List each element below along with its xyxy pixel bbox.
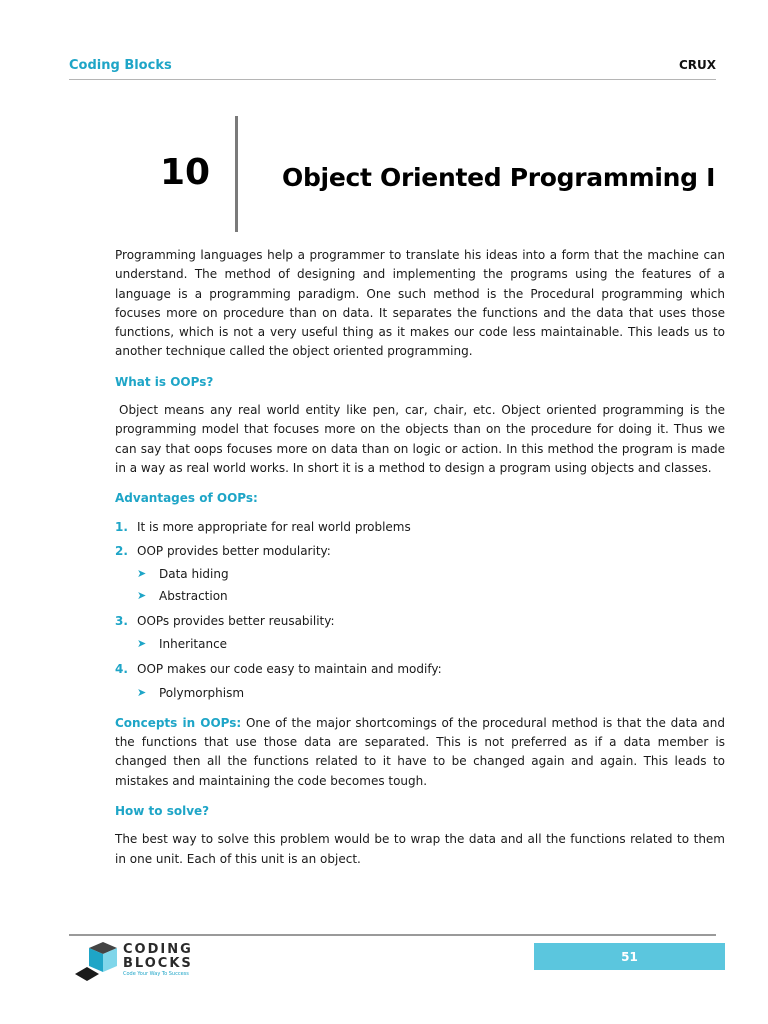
header-book-title: CRUX bbox=[678, 58, 716, 72]
list-number: 2. bbox=[115, 543, 128, 558]
list-item-text: It is more appropriate for real world problems bbox=[137, 519, 411, 534]
list-item bbox=[115, 612, 725, 655]
page-header bbox=[69, 58, 716, 78]
cube-logo-icon bbox=[69, 940, 123, 982]
sub-item-text: Data hiding bbox=[159, 567, 229, 582]
arrow-bullet-icon: ➤ bbox=[137, 567, 147, 581]
list-item-text: OOP makes our code easy to maintain and modify: bbox=[137, 662, 442, 677]
logo-text-blocks: BLOCKS bbox=[123, 956, 193, 971]
list-item bbox=[115, 542, 725, 607]
sub-list-item bbox=[137, 633, 725, 655]
section-heading-how-to-solve: How to solve? bbox=[115, 803, 210, 818]
chapter-title: Object Oriented Programming I bbox=[282, 163, 716, 192]
logo-tagline: Code Your Way To Success bbox=[123, 971, 189, 977]
footer-divider bbox=[69, 934, 716, 936]
sub-item-text: Inheritance bbox=[159, 637, 228, 652]
page-number: 51 bbox=[534, 943, 725, 970]
chapter-divider bbox=[235, 116, 238, 232]
logo-text-coding: CODING bbox=[123, 942, 193, 957]
arrow-bullet-icon: ➤ bbox=[137, 589, 147, 603]
list-item-text: OOP provides better modularity: bbox=[137, 543, 331, 558]
arrow-bullet-icon: ➤ bbox=[137, 637, 147, 651]
list-number: 3. bbox=[115, 614, 128, 629]
sub-list-item bbox=[137, 585, 725, 607]
sub-item-text: Abstraction bbox=[159, 589, 228, 604]
concepts-text: One of the major shortcomings of the procedural method is that the data and the functions that use those data are separated. This is not preferred as if a data member is changed then all the functions related to it have to be changed again and again. This leads to mistakes and maintaining the code becomes tough. bbox=[115, 715, 725, 788]
how-to-solve-paragraph: The best way to solve this problem would be to wrap the data and all the functions related to them in one unit. Each of this unit is an object. bbox=[115, 832, 725, 866]
list-number: 1. bbox=[115, 519, 128, 534]
page-content bbox=[115, 246, 725, 880]
sub-list bbox=[137, 682, 725, 704]
concepts-paragraph bbox=[115, 714, 725, 791]
chapter-number: 10 bbox=[160, 152, 211, 193]
section-heading-advantages: Advantages of OOPs: bbox=[115, 491, 258, 506]
list-item bbox=[115, 660, 725, 703]
list-number: 4. bbox=[115, 662, 128, 677]
concepts-label: Concepts in OOPs: bbox=[115, 715, 242, 730]
arrow-bullet-icon: ➤ bbox=[137, 685, 147, 699]
what-is-oops-paragraph: Object means any real world entity like pen, car, chair, etc. Object oriented programming is the programming model that focuses more on the objects than on the procedure for doing it. Thus we can say that oops focuses more on data than on logic or action. In this method the program is made in a way as real world works. In short it is a method to design a program using objects and classes. bbox=[115, 403, 725, 475]
list-item-text: OOPs provides better reusability: bbox=[137, 614, 335, 629]
intro-paragraph: Programming languages help a programmer to translate his ideas into a form that the machine can understand. The method of designing and implementing the programs using the features of a language is a programming paradigm. One such method is the Procedural programming which focuses more on procedure than on data. It separates the functions and the data that uses those functions, which is not a very useful thing as it makes our code less maintainable. This leads us to another technique called the object oriented programming. bbox=[115, 248, 725, 359]
header-divider bbox=[69, 79, 716, 80]
sub-list bbox=[137, 633, 725, 655]
sub-list-item bbox=[137, 563, 725, 585]
advantages-list bbox=[115, 518, 725, 704]
list-item bbox=[115, 518, 725, 537]
sub-item-text: Polymorphism bbox=[159, 685, 245, 700]
section-heading-what-is-oops: What is OOPs? bbox=[115, 374, 214, 389]
header-brand: Coding Blocks bbox=[69, 58, 172, 73]
sub-list bbox=[137, 563, 725, 607]
coding-blocks-logo bbox=[69, 940, 199, 984]
sub-list-item bbox=[137, 682, 725, 704]
